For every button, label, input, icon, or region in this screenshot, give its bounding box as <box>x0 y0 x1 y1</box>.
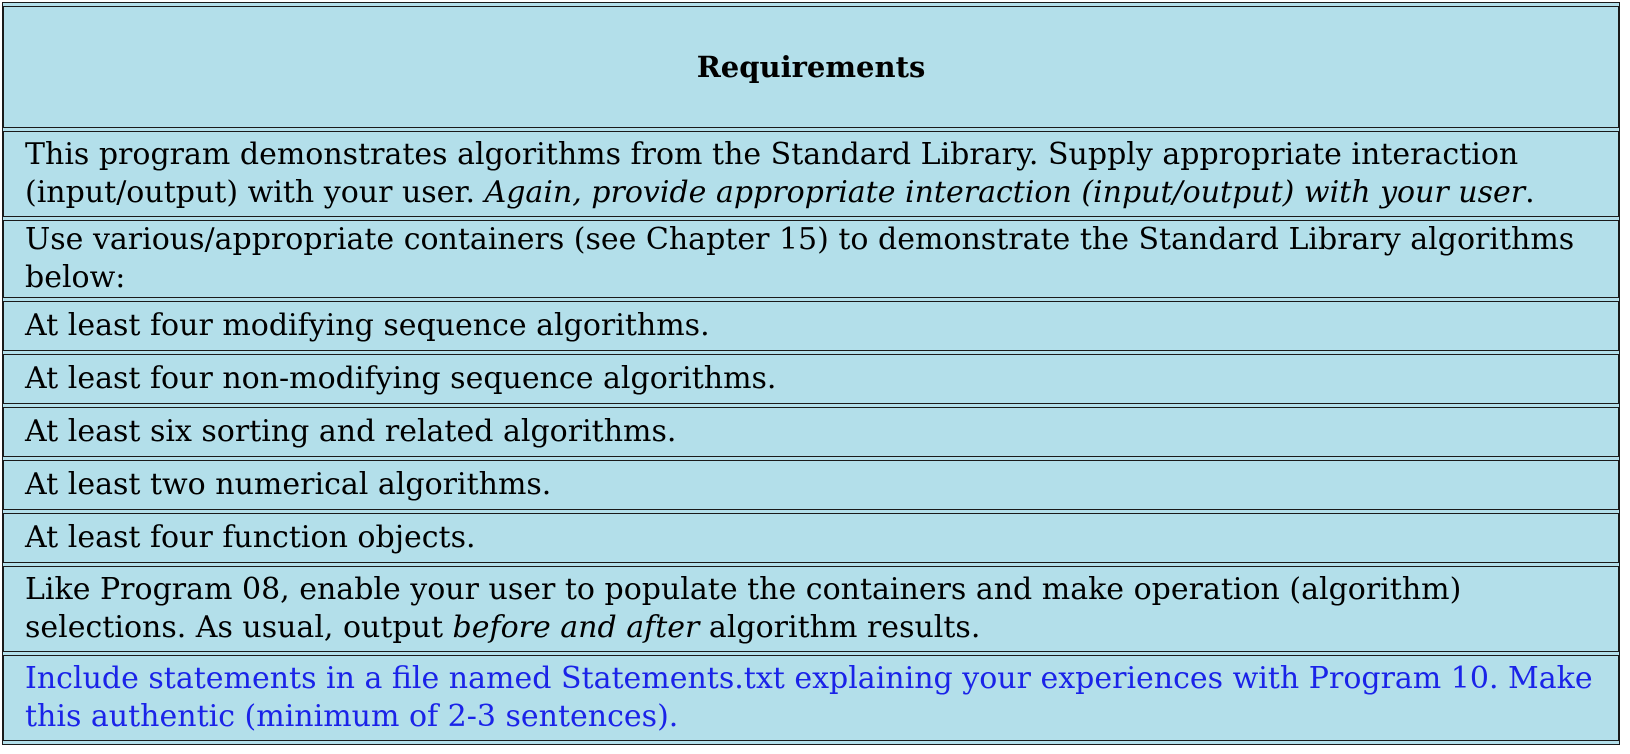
requirement-text: Use various/appropriate containers (see Chapter 15) to demonstrate the Standard Library algorithms below: <box>25 222 1575 295</box>
requirement-row <box>3 354 1619 404</box>
requirements-title: Requirements <box>3 6 1619 128</box>
header-row <box>3 6 1619 128</box>
requirement-row <box>3 566 1619 652</box>
requirement-tail: . <box>1525 175 1535 210</box>
requirement-text: At least two numerical algorithms. <box>25 467 552 502</box>
requirement-text: At least six sorting and related algorithms. <box>25 414 677 449</box>
requirement-text: This program demonstrates algorithms from the Standard Library. Supply appropriate interaction (input/output) with your user. <box>25 137 1519 210</box>
requirement-text: At least four non-modifying sequence algorithms. <box>25 361 777 396</box>
requirement-row <box>3 131 1619 217</box>
requirement-cell <box>3 566 1619 652</box>
requirement-row-statements <box>3 655 1619 741</box>
requirements-table <box>2 2 1620 745</box>
requirement-row <box>3 301 1619 351</box>
requirement-emphasis: before and after <box>452 610 700 645</box>
requirement-cell <box>3 301 1619 351</box>
requirement-cell <box>3 655 1619 741</box>
requirement-emphasis: Again, provide appropriate interaction (input/output) with your user <box>484 175 1526 210</box>
requirement-text: At least four modifying sequence algorithms. <box>25 308 710 343</box>
requirement-text: At least four function objects. <box>25 520 476 555</box>
requirement-cell <box>3 354 1619 404</box>
requirement-row <box>3 220 1619 298</box>
requirement-cell <box>3 407 1619 457</box>
requirement-tail: algorithm results. <box>699 610 981 645</box>
requirement-cell <box>3 513 1619 563</box>
requirement-row <box>3 513 1619 563</box>
requirement-cell <box>3 220 1619 298</box>
requirement-text: Like Program 08, enable your user to populate the containers and make operation (algorithm) selections. As usual, output <box>25 572 1462 645</box>
requirement-row <box>3 407 1619 457</box>
requirement-cell <box>3 460 1619 510</box>
requirement-cell <box>3 131 1619 217</box>
requirement-row <box>3 460 1619 510</box>
requirement-text: Include statements in a file named Statements.txt explaining your experiences with Program 10. Make this authentic (minimum of 2-3 sentences). <box>25 661 1593 734</box>
